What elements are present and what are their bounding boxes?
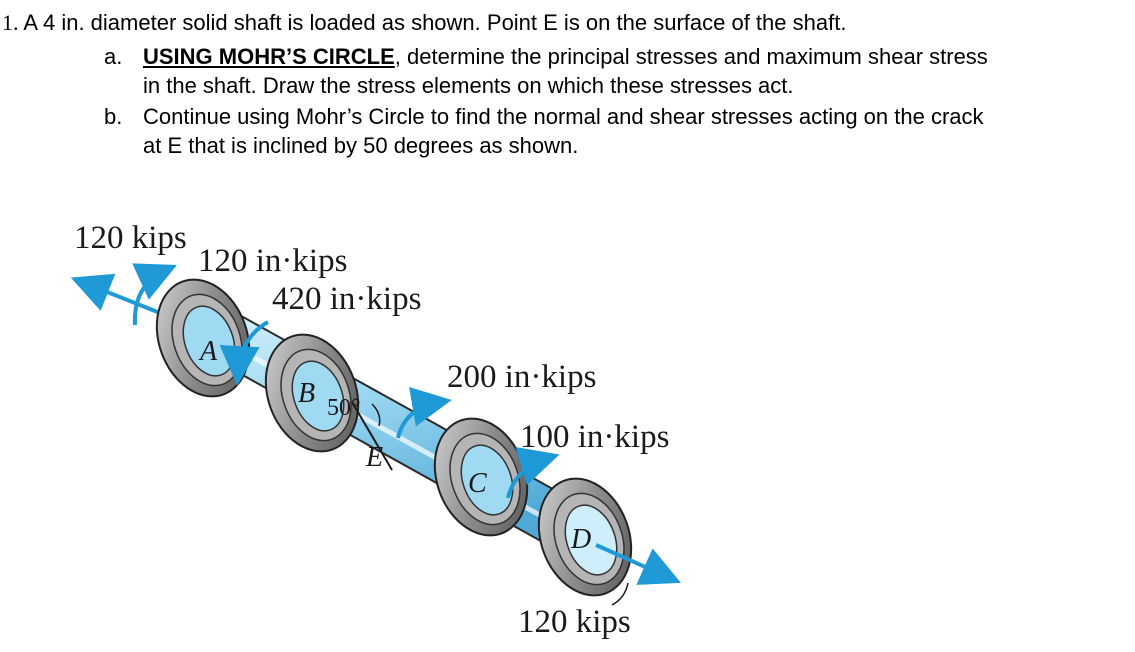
part-b-marker: b. (104, 104, 123, 129)
axial-load-right-label: 120 kips (518, 604, 631, 640)
part-a-marker: a. (104, 44, 123, 69)
axial-load-left-label: 120 kips (74, 220, 187, 256)
shaft-figure (0, 200, 760, 650)
part-a-line-1: USING MOHR’S CIRCLE, determine the principal stresses and maximum shear stress (143, 44, 988, 69)
point-b-label: B (298, 378, 316, 409)
torque-b-label: 420 in·kips (272, 281, 422, 317)
part-a-line-2: in the shaft. Draw the stress elements on which these stresses act. (143, 73, 794, 98)
point-a-label: A (200, 336, 218, 367)
problem-statement: 1. A 4 in. diameter solid shaft is loaded as shown. Point E is on the surface of the shaft. (2, 10, 847, 35)
point-c-label: C (468, 468, 487, 499)
torque-c-label: 200 in·kips (447, 359, 597, 395)
torque-d-label: 100 in·kips (520, 419, 670, 455)
torque-a-label: 120 in·kips (198, 243, 348, 279)
part-b-line-2: at E that is inclined by 50 degrees as shown. (143, 133, 579, 158)
point-e-label: E (366, 442, 384, 473)
part-b-line-1: Continue using Mohr’s Circle to find the normal and shear stresses acting on the crack (143, 104, 984, 129)
crack-angle-label: 50° (327, 395, 361, 421)
mohrs-circle-emphasis: USING MOHR’S CIRCLE (143, 44, 395, 69)
problem-number: 1. (2, 10, 19, 35)
point-d-label: D (571, 524, 592, 555)
axial-load-left-arrow (82, 282, 160, 313)
